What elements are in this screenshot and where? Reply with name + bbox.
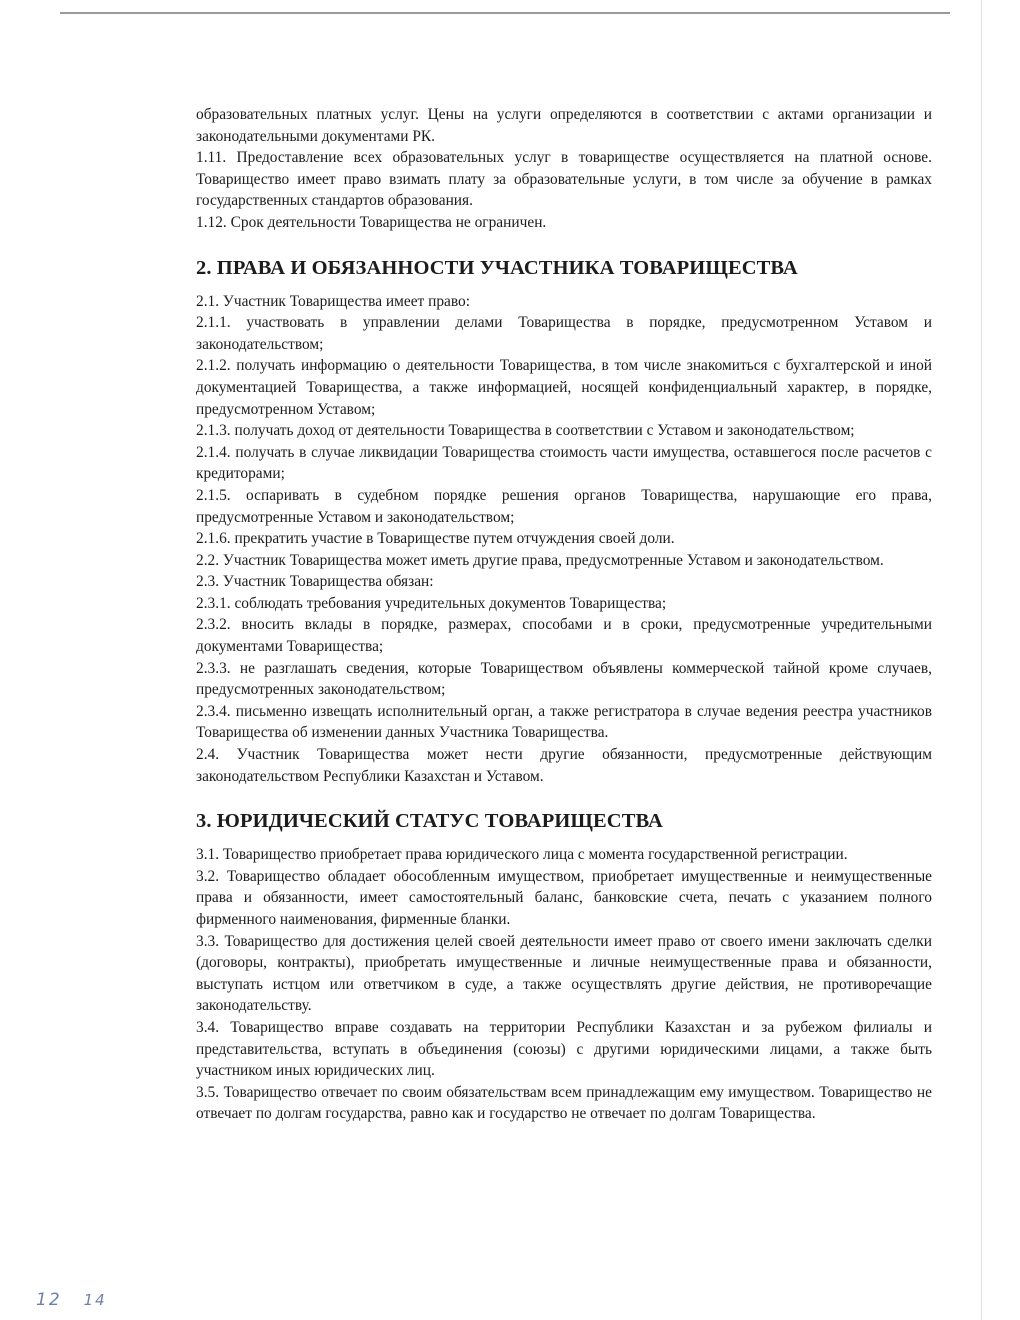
paragraph-3-2: 3.2. Товарищество обладает обособленным имуществом, приобретает имущественные и неимущественные права и обязанности, имеет самостоятельный баланс, банковские счета, печать с указанием полного фирменного наименования, фирменные бланки.: [196, 867, 932, 928]
paragraph-2-1-4: 2.1.4. получать в случае ликвидации Товарищества стоимость части имущества, оставшегося после расчетов с кредиторами;: [196, 443, 932, 483]
paragraph-2-4: 2.4. Участник Товарищества может нести другие обязанности, предусмотренные действующим законодательством Республики Казахстан и Уставом.: [196, 746, 932, 785]
paragraph-2-3-2: 2.3.2. вносить вклады в порядке, размерах, способами и в сроки, предусмотренные учредительными документами Товарищества;: [196, 616, 932, 656]
section-2-heading: 2. ПРАВА И ОБЯЗАННОСТИ УЧАСТНИКА ТОВАРИЩЕСТВА: [196, 256, 798, 279]
handwritten-number-2: 14: [83, 1291, 107, 1309]
paragraph-2-3: 2.3. Участник Товарищества обязан:: [196, 573, 434, 591]
scan-top-edge: [60, 12, 950, 14]
paragraph-3-4: 3.4. Товарищество вправе создавать на территории Республики Казахстан и за рубежом филиалы и представительства, вступать в объединения (союзы) с другими юридическими лицами, а также быть участником иных юридических лиц.: [196, 1018, 932, 1080]
paragraph-2-1-3: 2.1.3. получать доход от деятельности Товарищества в соответствии с Уставом и законодательством;: [196, 422, 855, 440]
paragraph-3-5: 3.5. Товарищество отвечает по своим обязательствам всем принадлежащим ему имуществом. Товарищество не отвечает по долгам государства, равно как и государство не отвечает по долгам Товарищества.: [196, 1083, 932, 1123]
section-3-body: [196, 844, 932, 1125]
handwritten-page-note: [36, 1290, 107, 1310]
section-2-body: [196, 291, 932, 788]
scan-right-edge: [981, 0, 982, 1320]
paragraph-2-1-1: 2.1.1. участвовать в управлении делами Товарищества в порядке, предусмотренном Уставом и законодательством;: [196, 314, 932, 353]
handwritten-number-1: 12: [36, 1290, 62, 1310]
paragraph-3-1: 3.1. Товарищество приобретает права юридического лица с момента государственной регистрации.: [196, 846, 848, 864]
paragraph-3-3: 3.3. Товарищество для достижения целей своей деятельности имеет право от своего имени заключать сделки (договоры, контракты), приобретать имущественные и личные неимущественные права и обязанности, выступать истцом или ответчиком в суде, а также осуществлять другие действия, не противоречащие законодательству.: [196, 932, 932, 1015]
paragraph-2-1-2: 2.1.2. получать информацию о деятельности Товарищества, в том числе знакомиться с бухгалтерской и иной документацией Товарищества, а также информацией, носящей конфиденциальный характер, в порядке, предусмотренном Уставом;: [196, 357, 932, 418]
paragraph-intro-continuation: образовательных платных услуг. Цены на услуги определяются в соответствии с актами организации и законодательными документами РК.: [196, 106, 932, 145]
paragraph-2-1-6: 2.1.6. прекратить участие в Товариществе путем отчуждения своей доли.: [196, 530, 675, 548]
intro-block: [196, 104, 932, 234]
paragraph-2-2: 2.2. Участник Товарищества может иметь другие права, предусмотренные Уставом и законодательством.: [196, 551, 884, 569]
paragraph-2-3-1: 2.3.1. соблюдать требования учредительных документов Товарищества;: [196, 594, 667, 612]
document-page: [196, 104, 932, 1125]
section-3-heading: 3. ЮРИДИЧЕСКИЙ СТАТУС ТОВАРИЩЕСТВА: [196, 810, 663, 833]
paragraph-2-3-3: 2.3.3. не разглашать сведения, которые Товариществом объявлены коммерческой тайной кроме случаев, предусмотренных законодательством;: [196, 659, 932, 699]
paragraph-2-1-5: 2.1.5. оспаривать в судебном порядке решения органов Товарищества, нарушающие его права, предусмотренные Уставом и законодательством;: [196, 486, 932, 526]
paragraph-1-11: 1.11. Предоставление всех образовательных услуг в товариществе осуществляется на платной основе. Товарищество имеет право взимать плату за образовательные услуги, в том числе за обучение в рамках государственных стандартов образования.: [196, 149, 932, 210]
paragraph-2-3-4: 2.3.4. письменно извещать исполнительный орган, а также регистратора в случае ведения реестра участников Товарищества об изменении данных Участника Товарищества.: [196, 702, 932, 742]
paragraph-1-12: 1.12. Срок деятельности Товарищества не ограничен.: [196, 213, 547, 231]
paragraph-2-1: 2.1. Участник Товарищества имеет право:: [196, 292, 470, 310]
